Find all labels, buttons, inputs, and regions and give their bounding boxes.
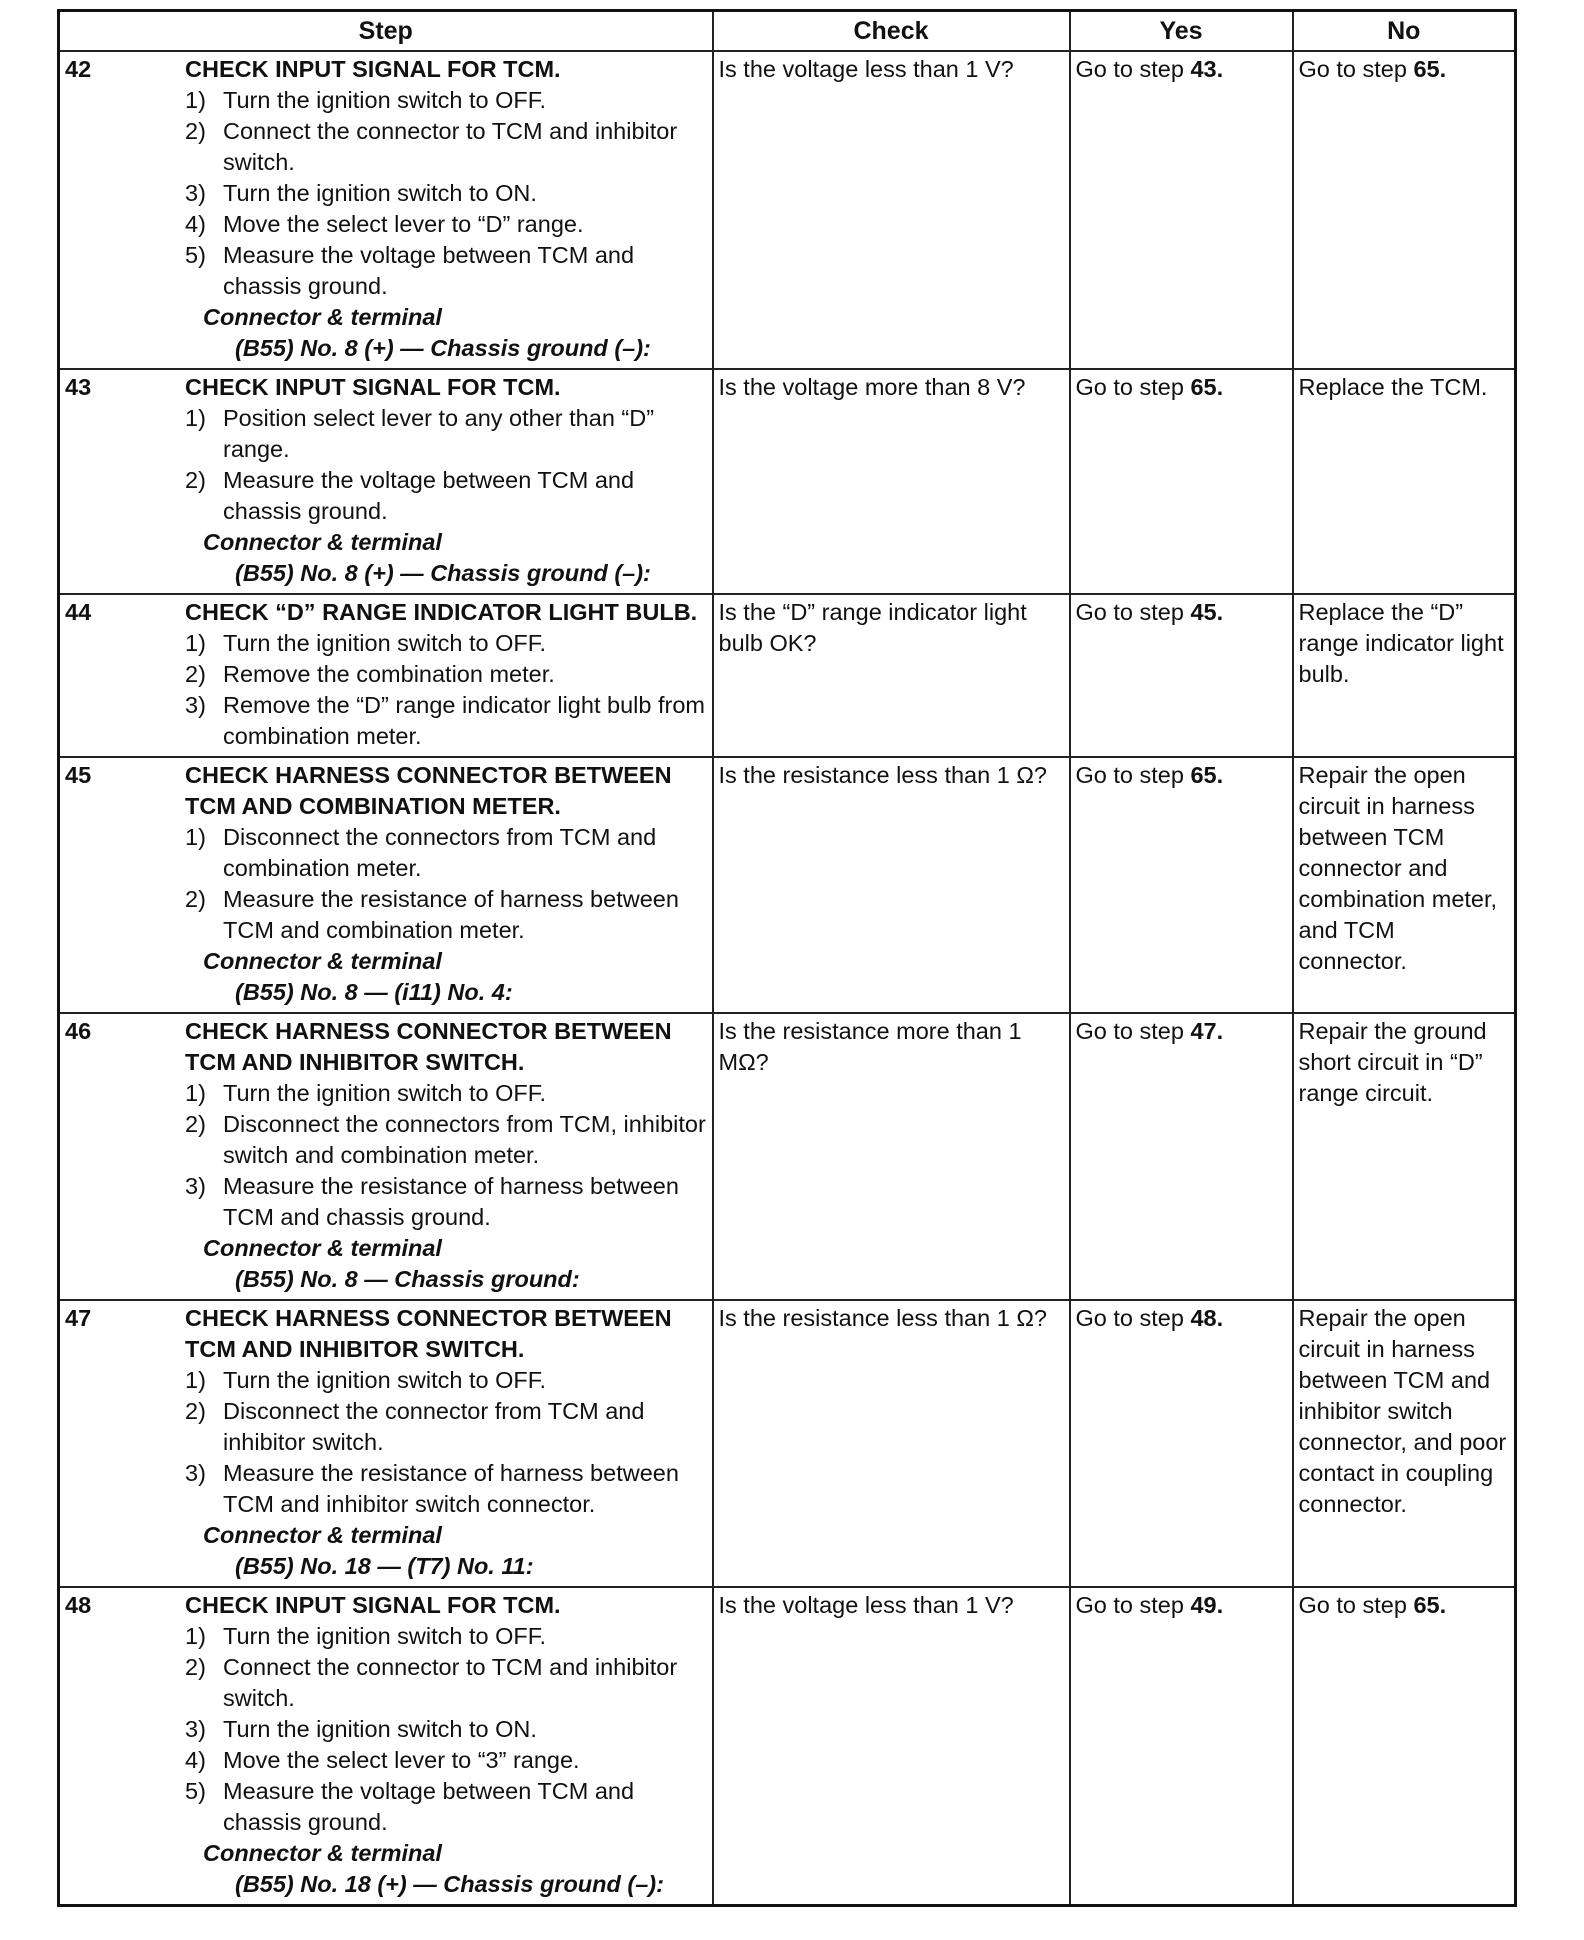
connector-label: Connector & terminal [203,948,442,974]
substep [185,822,707,884]
check-cell: Is the resistance more than 1 MΩ? [713,1013,1070,1300]
no-text: Go to step [1298,1592,1414,1618]
substep [185,628,707,659]
substep-text: Measure the voltage between TCM and chassis ground. [223,1778,635,1835]
no-text: Repair the open circuit in harness between TCM and inhibitor switch connector, and poor contact in coupling connector. [1298,1305,1507,1517]
substep-text: Measure the resistance of harness between TCM and chassis ground. [223,1173,679,1230]
header-row [59,11,1516,52]
no-cell [1293,1300,1516,1587]
substep-text: Measure the voltage between TCM and chassis ground. [223,467,635,524]
substep-text: Disconnect the connectors from TCM and combination meter. [223,824,657,881]
substep [185,1745,707,1776]
yes-step-ref: 47. [1190,1018,1224,1044]
substep-number: 4) [185,1747,206,1773]
substep-text: Measure the voltage between TCM and chassis ground. [223,242,635,299]
substep-text: Measure the resistance of harness between TCM and inhibitor switch connector. [223,1460,679,1517]
table-row [59,51,1516,369]
substep-number: 3) [185,1173,206,1199]
substep [185,1652,707,1714]
connector-label: Connector & terminal [203,1840,442,1866]
substep-text: Turn the ignition switch to OFF. [223,1080,547,1106]
diagnostic-table [57,9,1517,1907]
substep-text: Disconnect the connector from TCM and inhibitor switch. [223,1398,645,1455]
yes-text: Go to step [1075,1018,1191,1044]
substep-text: Turn the ignition switch to ON. [223,1716,537,1742]
substep [185,465,707,527]
header-check: Check [713,11,1070,52]
substep-text: Position select lever to any other than “D” range. [223,405,655,462]
substep [185,116,707,178]
substep-number: 5) [185,1778,206,1804]
table-row [59,757,1516,1013]
connector-label: Connector & terminal [203,304,442,330]
substep [185,1458,707,1520]
connector-terminal: (B55) No. 8 — (i11) No. 4: [235,979,513,1005]
no-step-ref: 65. [1413,1592,1447,1618]
yes-cell [1070,594,1293,757]
no-text: Replace the “D” range indicator light bulb. [1298,599,1504,687]
yes-cell [1070,1300,1293,1587]
diagnostic-sheet [57,9,1514,1907]
no-cell [1293,51,1516,369]
substep-number: 3) [185,1460,206,1486]
table-row [59,1013,1516,1300]
no-text: Repair the ground short circuit in “D” range circuit. [1298,1018,1487,1106]
step-cell [59,757,713,1013]
table-row [59,1300,1516,1587]
substep [185,1396,707,1458]
step-title: CHECK “D” RANGE INDICATOR LIGHT BULB. [185,599,698,625]
connector-label: Connector & terminal [203,1522,442,1548]
no-cell [1293,1587,1516,1906]
substep [185,209,707,240]
step-title: CHECK HARNESS CONNECTOR BETWEEN TCM AND COMBINATION METER. [185,762,672,819]
step-title: CHECK INPUT SIGNAL FOR TCM. [185,1592,561,1618]
check-cell: Is the resistance less than 1 Ω? [713,757,1070,1013]
substep-number: 2) [185,1111,206,1137]
yes-cell [1070,369,1293,594]
substep-number: 2) [185,467,206,493]
no-cell [1293,369,1516,594]
substep-number: 2) [185,118,206,144]
substep-text: Connect the connector to TCM and inhibitor switch. [223,1654,678,1711]
substep-text: Turn the ignition switch to OFF. [223,630,547,656]
connector-terminal: (B55) No. 18 (+) — Chassis ground (–): [235,1871,664,1897]
substep-text: Remove the combination meter. [223,661,555,687]
substep-number: 1) [185,405,206,431]
substep-number: 2) [185,1398,206,1424]
substep-number: 5) [185,242,206,268]
substep [185,1621,707,1652]
yes-step-ref: 49. [1190,1592,1224,1618]
substep [185,690,707,752]
substep [185,1714,707,1745]
yes-cell [1070,51,1293,369]
yes-cell [1070,1013,1293,1300]
connector-label: Connector & terminal [203,529,442,555]
substep-number: 4) [185,211,206,237]
substep [185,1078,707,1109]
substep [185,403,707,465]
no-step-ref: 65. [1413,56,1447,82]
substep-number: 1) [185,1367,206,1393]
step-cell [59,594,713,757]
substep-text: Measure the resistance of harness between TCM and combination meter. [223,886,679,943]
step-number: 46 [65,1018,92,1044]
connector-terminal: (B55) No. 18 — (T7) No. 11: [235,1553,534,1579]
step-title: CHECK INPUT SIGNAL FOR TCM. [185,374,561,400]
check-cell: Is the voltage less than 1 V? [713,51,1070,369]
yes-text: Go to step [1075,1305,1191,1331]
no-text: Repair the open circuit in harness between TCM connector and combination meter, and TCM connector. [1298,762,1498,974]
step-number: 44 [65,599,92,625]
yes-text: Go to step [1075,1592,1191,1618]
yes-step-ref: 65. [1190,374,1224,400]
check-cell: Is the “D” range indicator light bulb OK? [713,594,1070,757]
substep-text: Turn the ignition switch to OFF. [223,1367,547,1393]
step-title: CHECK INPUT SIGNAL FOR TCM. [185,56,561,82]
connector-terminal: (B55) No. 8 (+) — Chassis ground (–): [235,560,651,586]
substep [185,1109,707,1171]
substep-text: Disconnect the connectors from TCM, inhibitor switch and combination meter. [223,1111,706,1168]
header-no: No [1293,11,1516,52]
step-cell [59,51,713,369]
substep-number: 1) [185,630,206,656]
substep-number: 3) [185,692,206,718]
step-number: 48 [65,1592,92,1618]
step-number: 43 [65,374,92,400]
table-row [59,1587,1516,1906]
yes-step-ref: 45. [1190,599,1224,625]
substep [185,1776,707,1838]
substep-number: 1) [185,87,206,113]
yes-text: Go to step [1075,762,1191,788]
yes-cell [1070,757,1293,1013]
header-yes: Yes [1070,11,1293,52]
substep-text: Turn the ignition switch to ON. [223,180,537,206]
step-title: CHECK HARNESS CONNECTOR BETWEEN TCM AND INHIBITOR SWITCH. [185,1305,672,1362]
connector-label: Connector & terminal [203,1235,442,1261]
check-cell: Is the voltage more than 8 V? [713,369,1070,594]
substep-text: Turn the ignition switch to OFF. [223,87,547,113]
substep [185,85,707,116]
yes-step-ref: 48. [1190,1305,1224,1331]
step-cell [59,1013,713,1300]
substep-number: 1) [185,824,206,850]
substep [185,178,707,209]
no-cell [1293,594,1516,757]
connector-terminal: (B55) No. 8 (+) — Chassis ground (–): [235,335,651,361]
yes-text: Go to step [1075,599,1191,625]
step-cell [59,1300,713,1587]
substep-number: 1) [185,1623,206,1649]
yes-step-ref: 43. [1190,56,1224,82]
substep-number: 3) [185,180,206,206]
substep [185,240,707,302]
check-cell: Is the resistance less than 1 Ω? [713,1300,1070,1587]
substep-number: 3) [185,1716,206,1742]
step-number: 47 [65,1305,92,1331]
step-number: 42 [65,56,92,82]
step-cell [59,1587,713,1906]
substep-number: 2) [185,1654,206,1680]
yes-cell [1070,1587,1293,1906]
header-step: Step [59,11,713,52]
substep [185,1365,707,1396]
substep [185,1171,707,1233]
yes-text: Go to step [1075,374,1191,400]
substep-number: 1) [185,1080,206,1106]
no-cell [1293,1013,1516,1300]
table-row [59,369,1516,594]
substep [185,884,707,946]
yes-text: Go to step [1075,56,1191,82]
yes-step-ref: 65. [1190,762,1224,788]
substep-text: Turn the ignition switch to OFF. [223,1623,547,1649]
step-title: CHECK HARNESS CONNECTOR BETWEEN TCM AND INHIBITOR SWITCH. [185,1018,672,1075]
check-cell: Is the voltage less than 1 V? [713,1587,1070,1906]
step-cell [59,369,713,594]
no-text: Replace the TCM. [1298,374,1488,400]
substep-text: Connect the connector to TCM and inhibitor switch. [223,118,678,175]
substep-text: Remove the “D” range indicator light bulb from combination meter. [223,692,705,749]
no-text: Go to step [1298,56,1414,82]
substep [185,659,707,690]
substep-text: Move the select lever to “D” range. [223,211,584,237]
substep-number: 2) [185,886,206,912]
connector-terminal: (B55) No. 8 — Chassis ground: [235,1266,580,1292]
step-number: 45 [65,762,92,788]
table-row [59,594,1516,757]
substep-number: 2) [185,661,206,687]
no-cell [1293,757,1516,1013]
substep-text: Move the select lever to “3” range. [223,1747,580,1773]
